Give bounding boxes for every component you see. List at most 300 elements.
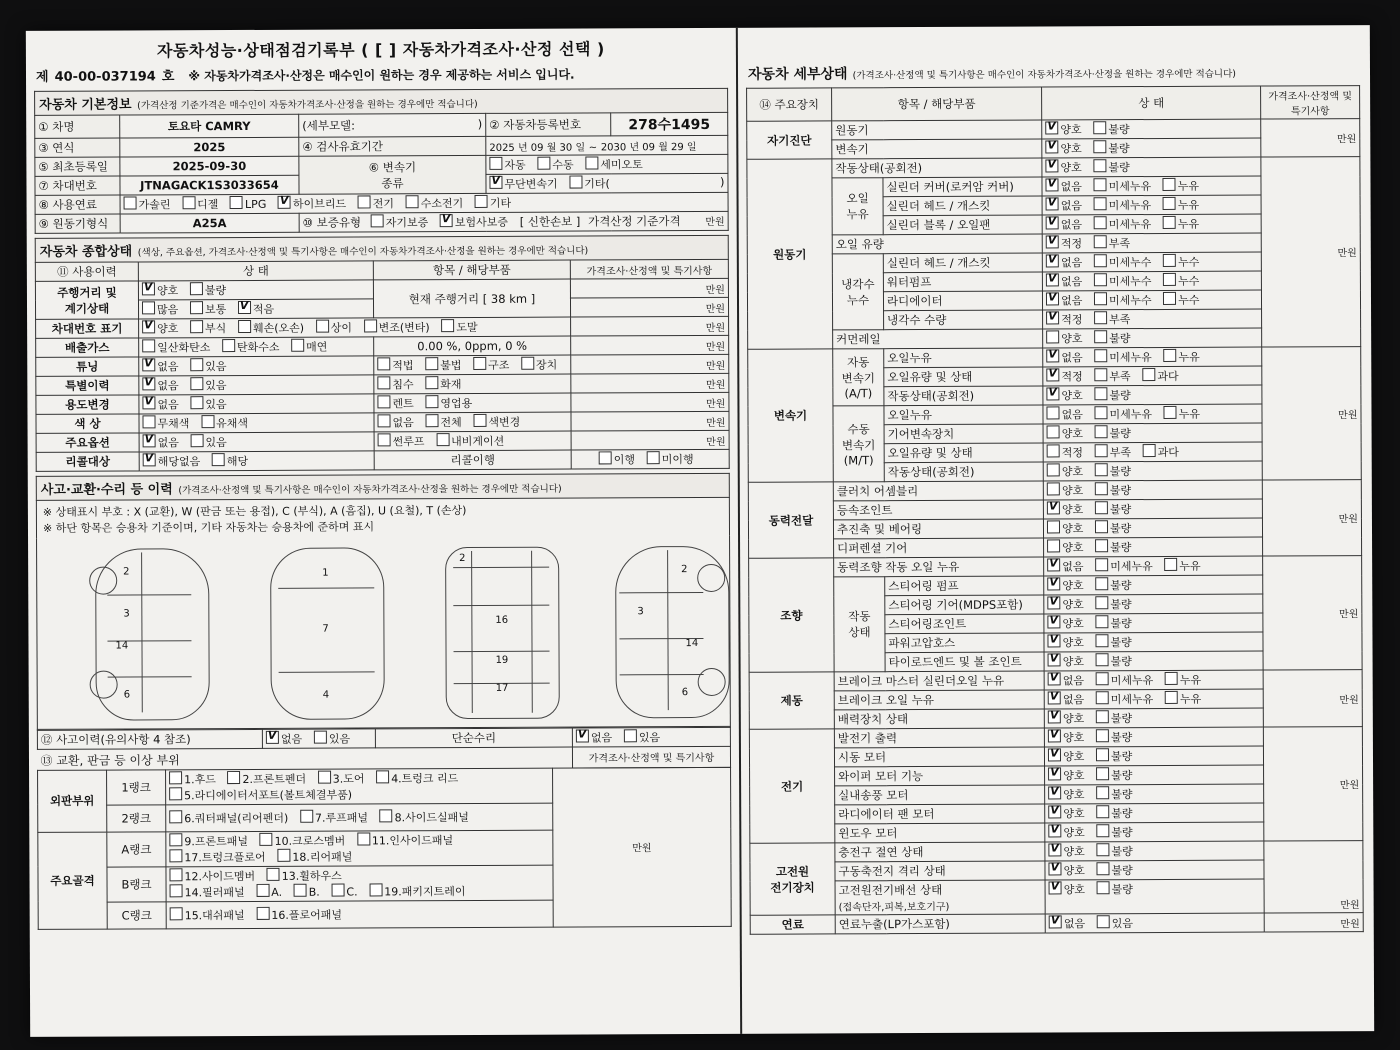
item-mt-operation: 작동상태(공회전) [884, 462, 1043, 482]
state-at-oil-leak [1043, 347, 1262, 367]
simple-opt-none[interactable]: V 없음 [576, 729, 612, 745]
odo-opt-few[interactable]: V 적음 [238, 301, 274, 317]
odometer-price-2: 만원 [570, 297, 728, 317]
price-steering: 만원 [1263, 556, 1362, 670]
legend-line-1: ※ 상태표시 부호 : X (교환), W (판금 또는 용접), C (부식), A (흠집), U (요철), T (손상) [42, 504, 467, 519]
serial-number: 40-00-037194 [54, 69, 156, 85]
options-opt-none[interactable]: V 없음 [143, 434, 179, 450]
opt-good[interactable]: V 양호 [1048, 843, 1084, 859]
trans-close: ) [719, 174, 725, 189]
emission-opt-co[interactable]: 일산화탄소 [142, 339, 210, 355]
opt-leak[interactable]: 누유 [1163, 178, 1199, 194]
part-front-panel[interactable]: 9.프론트패널 [169, 832, 248, 848]
part-wheel-house[interactable]: 13.휠하우스 [267, 867, 342, 883]
opt-bad[interactable]: 불량 [1096, 767, 1132, 783]
opt-good[interactable]: V 양호 [1048, 767, 1084, 783]
item-alternator: 발전기 출력 [834, 728, 1044, 748]
opt-none[interactable]: V 없음 [1049, 915, 1085, 931]
group-electric: 전기 [749, 729, 834, 843]
sub-coolant-leak: 냉각수 누수 [832, 254, 883, 330]
opt-yes[interactable]: 있음 [1097, 915, 1133, 931]
vin-opt-good[interactable]: V 양호 [142, 320, 178, 336]
color-opt-full[interactable]: 전체 [425, 414, 461, 430]
basic-header-text: 자동차 기본정보 [39, 97, 132, 113]
opt-good[interactable]: V 양호 [1047, 577, 1083, 593]
state-cylinder-head-gasket [1042, 195, 1261, 215]
opt-good[interactable]: 양호 [1047, 425, 1083, 441]
state-at-oil-level [1043, 366, 1262, 386]
row-label-tuning: 튜닝 [36, 357, 139, 376]
state-engine-idle [1042, 157, 1261, 177]
opt-none[interactable]: V 없음 [1047, 558, 1083, 574]
opt-minor-leak[interactable]: 미세누유 [1094, 216, 1152, 232]
table-row [748, 347, 1361, 369]
opt-good[interactable]: V 양호 [1048, 729, 1084, 745]
item-hv-wiring: 고전원전기배선 상태 (접속단자,피복,보호기구) [835, 880, 1045, 915]
opt-bad[interactable]: 불량 [1094, 330, 1130, 346]
color-opt-changed[interactable]: 색변경 [473, 414, 520, 430]
item-brake-oil-leak: 브레이크 오일 누유 [834, 690, 1044, 710]
trans-opt-manual[interactable]: 수동 [537, 157, 573, 173]
warranty-cell [299, 211, 728, 232]
color-opt-chromatic[interactable]: 유채색 [201, 415, 248, 431]
tuning-opt-legal[interactable]: 적법 [377, 357, 413, 373]
simple-repair-label: 단순수리 [375, 728, 572, 748]
row-label-special: 특별이력 [36, 376, 139, 395]
opt-bad[interactable]: 불량 [1096, 862, 1132, 878]
item-steering-gear: 스티어링 기어(MDPS포함) [885, 595, 1044, 615]
opt-leak[interactable]: 누수 [1163, 292, 1199, 308]
item-gear-shift: 기어변속장치 [884, 424, 1043, 444]
item-differential: 디퍼렌셜 기어 [834, 538, 1044, 558]
part-rear-panel[interactable]: 18.리어패널 [277, 848, 352, 864]
opt-minor-leak[interactable]: 미세누유 [1094, 349, 1152, 365]
first-reg-value: 2025-09-30 [120, 156, 299, 176]
opt-bad[interactable]: 불량 [1096, 748, 1132, 764]
opt-excess[interactable]: 과다 [1143, 444, 1179, 460]
opt-good[interactable]: V 양호 [1047, 501, 1083, 517]
opt-bad[interactable]: 불량 [1094, 387, 1130, 403]
part-pillar-c[interactable]: C. [331, 883, 357, 898]
rank-1-items [166, 768, 553, 805]
part-pillar-panel[interactable]: 14.필러패널 [170, 883, 245, 899]
part-door[interactable]: 3.도어 [318, 770, 365, 786]
item-at-operation: 작동상태(공회전) [884, 386, 1043, 406]
transmission-label-1: ⑥ 변속기 [368, 159, 417, 174]
fuel-opt-lpg[interactable]: LPG [230, 196, 266, 211]
tuning-detail-opts [374, 355, 571, 375]
special-opt-none[interactable]: V 없음 [142, 377, 178, 393]
accident-history-opts [262, 729, 375, 748]
part-pillar-b[interactable]: B. [294, 883, 320, 898]
options-opt-yes[interactable]: 있음 [190, 434, 226, 450]
part-floor-panel[interactable]: 16.플로어패널 [256, 906, 342, 922]
accident-opt-yes[interactable]: 있음 [314, 731, 350, 747]
car-name-value: 토요타 CAMRY [120, 114, 299, 138]
emission-opt-hc[interactable]: 탄화수소 [222, 339, 280, 355]
group-engine: 원동기 [747, 159, 833, 349]
detail-header-text: 자동차 세부상태 [747, 66, 848, 83]
item-at-oil-level: 오일유량 및 상태 [884, 367, 1043, 387]
trans-opt-other[interactable]: 기타( [569, 175, 610, 191]
table-row [36, 449, 729, 471]
usage-opt-rent[interactable]: 렌트 [377, 395, 413, 411]
opt-adequate[interactable]: V 적정 [1046, 311, 1082, 327]
opt-minor-leak[interactable]: 미세누수 [1094, 273, 1152, 289]
opt-good[interactable]: 양호 [1047, 482, 1083, 498]
part-inside-panel[interactable]: 11.인사이드패널 [357, 832, 453, 848]
price-transmission: 만원 [1262, 347, 1361, 480]
opt-leak[interactable]: 누유 [1163, 197, 1199, 213]
color-detail-opts [374, 412, 571, 432]
options-opt-sunroof[interactable]: 썬루프 [378, 433, 425, 449]
opt-none[interactable]: V 없음 [1046, 292, 1082, 308]
usage-opt-business[interactable]: 영업용 [425, 395, 472, 411]
rank-a-items [166, 830, 553, 867]
accident-legend [36, 497, 730, 539]
warranty-insurer-name: [ 신한손보 ] [519, 214, 581, 229]
trans-opt-semiauto[interactable]: 세미오토 [585, 156, 643, 172]
part-dash-panel[interactable]: 15.대쉬패널 [170, 906, 245, 922]
opt-none[interactable]: V 없음 [1046, 178, 1082, 194]
vin-opt-different[interactable]: 상이 [316, 320, 352, 336]
overall-section-header [35, 235, 729, 262]
state-steering-joint [1044, 613, 1263, 633]
opt-bad[interactable]: 불량 [1096, 710, 1132, 726]
recall-exec-opts [571, 449, 729, 469]
emission-opts [139, 337, 374, 357]
row-label-color: 색 상 [36, 414, 139, 433]
part-radiator-support[interactable]: 5.라디에이터서포트(볼트체결부품) [169, 786, 352, 803]
opt-good[interactable]: V양호 [1049, 881, 1085, 897]
opt-minor-leak[interactable]: 미세누유 [1094, 178, 1152, 194]
state-tie-rod [1044, 651, 1263, 671]
item-engine-diag: 원동기 [832, 120, 1042, 140]
state-wiper-motor [1045, 765, 1264, 785]
opt-none[interactable]: 없음 [1047, 406, 1083, 422]
table-row [747, 157, 1360, 179]
tuning-opt-none[interactable]: V 없음 [142, 358, 178, 374]
opt-bad[interactable]: 불량 [1095, 463, 1131, 479]
overall-header-text: 자동차 종합상태 [39, 244, 133, 260]
opt-good[interactable]: V 양호 [1048, 824, 1084, 840]
accident-section-header [36, 473, 730, 500]
sub-automatic: 자동 변속기 (A/T) [833, 349, 884, 406]
special-opt-flood[interactable]: 침수 [377, 376, 413, 392]
part-roof-panel[interactable]: 7.루프패널 [300, 809, 368, 825]
opt-adequate[interactable]: 적정 [1047, 444, 1083, 460]
part-trunk-lid[interactable]: 4.트렁크 리드 [376, 770, 458, 786]
basic-header-note: (가격산정 기준가격은 매수인이 자동차가격조사·산정을 원하는 경우에만 적습니다) [137, 98, 478, 112]
fuel-opt-gasoline[interactable]: 가솔린 [124, 196, 171, 212]
opt-bad[interactable]: 불량 [1095, 596, 1131, 612]
opt-bad[interactable]: 불량 [1095, 539, 1131, 555]
opt-bad[interactable]: 불량 [1096, 824, 1132, 840]
usage-opt-none[interactable]: V 없음 [142, 396, 178, 412]
opt-adequate[interactable]: V 적정 [1046, 235, 1082, 251]
opt-minor-leak[interactable]: 미세누유 [1095, 558, 1153, 574]
wheel-rr [698, 668, 726, 696]
item-trans-diag: 변속기 [832, 139, 1042, 159]
opt-leak[interactable]: 누유 [1163, 349, 1199, 365]
options-detail-opts [374, 431, 571, 451]
item-water-pump: 워터펌프 [883, 272, 1042, 292]
opt-bad[interactable]: 불량 [1097, 881, 1133, 897]
vin-opt-altered[interactable]: 변조(변타) [364, 319, 430, 335]
color-opt-none[interactable]: 없음 [377, 414, 413, 430]
usage-detail-opts [374, 393, 571, 413]
wheel-fr [697, 564, 725, 592]
opt-good[interactable]: 양호 [1046, 330, 1082, 346]
fuel-opt-hydrogen[interactable]: 수소전기 [406, 195, 464, 211]
state-propeller-shaft [1044, 518, 1263, 538]
opt-bad[interactable]: 불량 [1096, 805, 1132, 821]
price-electric: 만원 [1263, 727, 1362, 841]
opt-leak[interactable]: 누수 [1163, 254, 1199, 270]
opt-excess[interactable]: 과다 [1142, 368, 1178, 384]
opt-bad[interactable]: 불량 [1096, 786, 1132, 802]
opt-minor-leak[interactable]: 미세누유 [1095, 406, 1153, 422]
opt-bad[interactable]: 불량 [1095, 520, 1131, 536]
part-package-tray[interactable]: 19.패키지트레이 [369, 883, 465, 899]
color-opt-achromatic[interactable]: 무채색 [142, 415, 189, 431]
state-at-operation [1043, 385, 1262, 405]
part-side-sill[interactable]: 8.사이드실패널 [380, 809, 469, 825]
group-steering: 조향 [749, 558, 834, 672]
item-steering-pump: 스티어링 펌프 [885, 576, 1044, 596]
tuning-opt-yes[interactable]: 있음 [190, 358, 226, 374]
opt-minor-leak[interactable]: 미세누유 [1096, 691, 1154, 707]
opt-leak[interactable]: 누유 [1163, 216, 1199, 232]
odo-opt-many[interactable]: 많음 [142, 301, 178, 317]
overall-col-price: 가격조사·산정액 및 특기사항 [570, 259, 728, 279]
inspection-from: 2025 년 09 월 30 일 [489, 141, 586, 154]
opt-bad[interactable]: 불량 [1095, 425, 1131, 441]
state-engine-diag [1042, 119, 1261, 139]
emission-opt-smoke[interactable]: 매연 [291, 339, 327, 355]
tuning-opt-device[interactable]: 장치 [521, 357, 557, 373]
vin-opt-damage[interactable]: 훼손(오손) [238, 320, 304, 336]
inspection-period [486, 135, 728, 155]
table-row [750, 913, 1363, 935]
accident-history-table [37, 727, 731, 771]
usage-opt-yes[interactable]: 있음 [190, 396, 226, 412]
reg-no-label: ② 자동차등록번호 [486, 113, 611, 137]
opt-none[interactable]: V 없음 [1046, 273, 1082, 289]
transmission-label [299, 155, 486, 194]
row-label-odometer: 주행거리 및 계기상태 [35, 281, 138, 319]
opt-bad[interactable]: 불량 [1093, 140, 1129, 156]
odo-opt-good[interactable]: V양호 [142, 282, 178, 298]
opt-good[interactable]: V 양호 [1049, 862, 1085, 878]
group-high-voltage: 고전원 전기장치 [750, 843, 835, 915]
price-self-diagnosis: 만원 [1261, 119, 1360, 157]
opt-bad[interactable]: 불량 [1096, 729, 1132, 745]
opt-minor-leak[interactable]: 미세누유 [1096, 672, 1154, 688]
item-coolant-level: 냉각수 수량 [884, 310, 1043, 330]
opt-good[interactable]: V 양호 [1047, 596, 1083, 612]
item-cylinder-head-gasket: 실린더 헤드 / 개스킷 [883, 196, 1042, 216]
opt-none[interactable]: V 없음 [1048, 672, 1084, 688]
state-power-steering-leak [1044, 556, 1263, 576]
odo-opt-normal[interactable]: 보통 [190, 301, 226, 317]
part-cross-member[interactable]: 10.크로스멤버 [260, 832, 346, 848]
table-row [749, 727, 1362, 749]
opt-none[interactable]: V 없음 [1046, 197, 1082, 213]
recall-opt-done[interactable]: 이행 [599, 451, 635, 467]
simple-opt-yes[interactable]: 있음 [624, 729, 660, 745]
wheel-rl [90, 671, 118, 699]
fuel-opt-hybrid[interactable]: V 하이브리드 [278, 196, 346, 212]
submodel-close: ) [477, 116, 483, 131]
recall-opt-yes[interactable]: 해당 [212, 453, 248, 469]
item-clutch: 클러치 어셈블리 [833, 481, 1043, 501]
opt-low[interactable]: 부족 [1094, 235, 1130, 251]
opt-minor-leak[interactable]: 미세누수 [1094, 254, 1152, 270]
options-opt-navigation[interactable]: 내비게이션 [436, 433, 504, 449]
state-gear-shift [1043, 423, 1262, 443]
car-name-label: ① 차명 [35, 115, 120, 138]
wheel-fl [89, 567, 117, 595]
opt-leak[interactable]: 누수 [1163, 273, 1199, 289]
group-power-train: 동력전달 [748, 482, 833, 558]
detail-col-state: 상 태 [1042, 86, 1261, 120]
opt-good[interactable]: V 양호 [1047, 387, 1083, 403]
opt-none[interactable]: V 없음 [1046, 254, 1082, 270]
basic-price-label: 가격산정 기준가격 [588, 214, 681, 229]
opt-adequate[interactable]: V 적정 [1046, 368, 1082, 384]
detail-section-header [746, 59, 1360, 88]
price-fuel: 만원 [1264, 913, 1363, 932]
engine-type-value: A25A [120, 213, 299, 233]
opt-leak[interactable]: 누유 [1164, 406, 1200, 422]
opt-bad[interactable]: 불량 [1093, 159, 1129, 175]
state-starter-motor [1045, 746, 1264, 766]
item-blower-motor: 실내송풍 모터 [835, 785, 1045, 805]
transmission-label-2: 종류 [381, 175, 404, 190]
state-battery-isolation [1045, 860, 1264, 880]
part-front-fender[interactable]: 2.프론트펜더 [227, 770, 306, 786]
opt-bad[interactable]: 불량 [1095, 482, 1131, 498]
vin-opt-erased[interactable]: 도말 [441, 319, 477, 335]
opt-low[interactable]: 부족 [1094, 368, 1130, 384]
part-quarter-panel[interactable]: 6.쿼터패널(리어펜더) [169, 809, 288, 826]
opt-leak[interactable]: 누유 [1165, 691, 1201, 707]
fuel-opt-diesel[interactable]: 디젤 [182, 196, 218, 212]
color-price: 만원 [571, 411, 729, 431]
year-value: 2025 [120, 137, 299, 157]
sub-operation-state: 작동 상태 [834, 577, 885, 672]
trans-opt-auto[interactable]: 자동 [489, 157, 525, 173]
odo-opt-bad[interactable]: 불량 [190, 282, 226, 298]
opt-none[interactable]: V 없음 [1046, 216, 1082, 232]
row-label-options: 주요옵션 [36, 433, 139, 452]
opt-good[interactable]: 양호 [1047, 463, 1083, 479]
opt-good[interactable]: V 양호 [1048, 710, 1084, 726]
opt-bad[interactable]: 불량 [1096, 843, 1132, 859]
part-pillar-a[interactable]: A. [256, 883, 282, 898]
opt-good[interactable]: V 양호 [1048, 786, 1084, 802]
state-rocker-cover [1042, 176, 1261, 196]
opt-low[interactable]: 부족 [1095, 444, 1131, 460]
state-cylinder-block [1042, 214, 1261, 234]
trans-opt-cvt[interactable]: V 무단변속기 [489, 176, 557, 192]
opt-good[interactable]: V 양호 [1047, 615, 1083, 631]
rank-price: 만원 [553, 767, 732, 927]
opt-leak[interactable]: 누유 [1164, 558, 1200, 574]
warranty-opt-self[interactable]: 자기보증 [371, 214, 429, 230]
opt-bad[interactable]: 불량 [1095, 615, 1131, 631]
warranty-opt-insurer[interactable]: V 보험사보증 [440, 214, 508, 230]
opt-bad[interactable]: 불량 [1093, 121, 1129, 137]
part-trunk-floor[interactable]: 17.트렁크플로어 [169, 848, 265, 864]
odometer-state-opts-1 [138, 280, 373, 300]
tuning-opt-structure[interactable]: 구조 [473, 357, 509, 373]
opt-bad[interactable]: 불량 [1096, 653, 1132, 669]
opt-none[interactable]: V 없음 [1046, 349, 1082, 365]
rank-b-label: B랭크 [107, 866, 166, 901]
state-alternator [1044, 727, 1263, 747]
opt-good[interactable]: V 양호 [1046, 159, 1082, 175]
opt-good[interactable]: V 양호 [1048, 748, 1084, 764]
item-starter-motor: 시동 모터 [834, 747, 1044, 767]
opt-minor-leak[interactable]: 미세누유 [1094, 197, 1152, 213]
opt-minor-leak[interactable]: 미세누수 [1094, 292, 1152, 308]
opt-good[interactable]: V 양호 [1045, 140, 1081, 156]
odometer-reading: 현재 주행거리 [ 38 km ] [373, 279, 570, 318]
fuel-opt-electric[interactable]: 전기 [358, 195, 394, 211]
part-side-member[interactable]: 12.사이드멤버 [169, 867, 255, 883]
opt-good[interactable]: V 양호 [1045, 121, 1081, 137]
state-hv-wiring [1045, 879, 1264, 914]
opt-bad[interactable]: 불량 [1095, 501, 1131, 517]
opt-bad[interactable]: 불량 [1096, 634, 1132, 650]
opt-good[interactable]: V 양호 [1048, 634, 1084, 650]
part-hood[interactable]: 1.후드 [169, 771, 216, 787]
basic-price-won: 만원 [705, 216, 725, 228]
opt-none[interactable]: V 없음 [1048, 691, 1084, 707]
special-opt-fire[interactable]: 화재 [425, 376, 461, 392]
special-opt-yes[interactable]: 있음 [190, 377, 226, 393]
opt-good[interactable]: V 양호 [1048, 653, 1084, 669]
accident-opt-none[interactable]: V 없음 [266, 731, 302, 747]
opt-good[interactable]: 양호 [1047, 520, 1083, 536]
price-high-voltage: 만원 [1264, 841, 1363, 913]
state-steering-gear [1044, 594, 1263, 614]
special-detail-opts [374, 374, 571, 394]
recall-opt-na[interactable]: V 해당없음 [143, 453, 201, 469]
opt-low[interactable]: 부족 [1094, 311, 1130, 327]
state-coolant-level [1043, 309, 1262, 329]
opt-leak[interactable]: 누유 [1165, 672, 1201, 688]
state-mt-oil-level [1043, 442, 1262, 462]
item-booster: 배력장치 상태 [834, 709, 1044, 729]
fuel-opt-etc[interactable]: 기타 [475, 195, 511, 211]
vin-opt-corrosion[interactable]: 부식 [190, 320, 226, 336]
accident-header-note: (가격조사·산정액 및 특기사항은 매수인이 자동차가격조사·산정을 원하는 경우에만 적습니다) [178, 483, 562, 497]
state-window-motor [1045, 822, 1264, 842]
recall-opt-notdone[interactable]: 미이행 [647, 451, 694, 467]
state-trans-diag [1042, 138, 1261, 158]
warranty-label: ⑩ 보증유형 [302, 215, 362, 230]
table-row [748, 480, 1361, 502]
tuning-opt-illegal[interactable]: 불법 [425, 357, 461, 373]
opt-good[interactable]: V 양호 [1048, 805, 1084, 821]
rank-2-items [166, 803, 553, 832]
opt-bad[interactable]: 불량 [1095, 577, 1131, 593]
vin-price: 만원 [571, 316, 729, 336]
opt-good[interactable]: 양호 [1047, 539, 1083, 555]
